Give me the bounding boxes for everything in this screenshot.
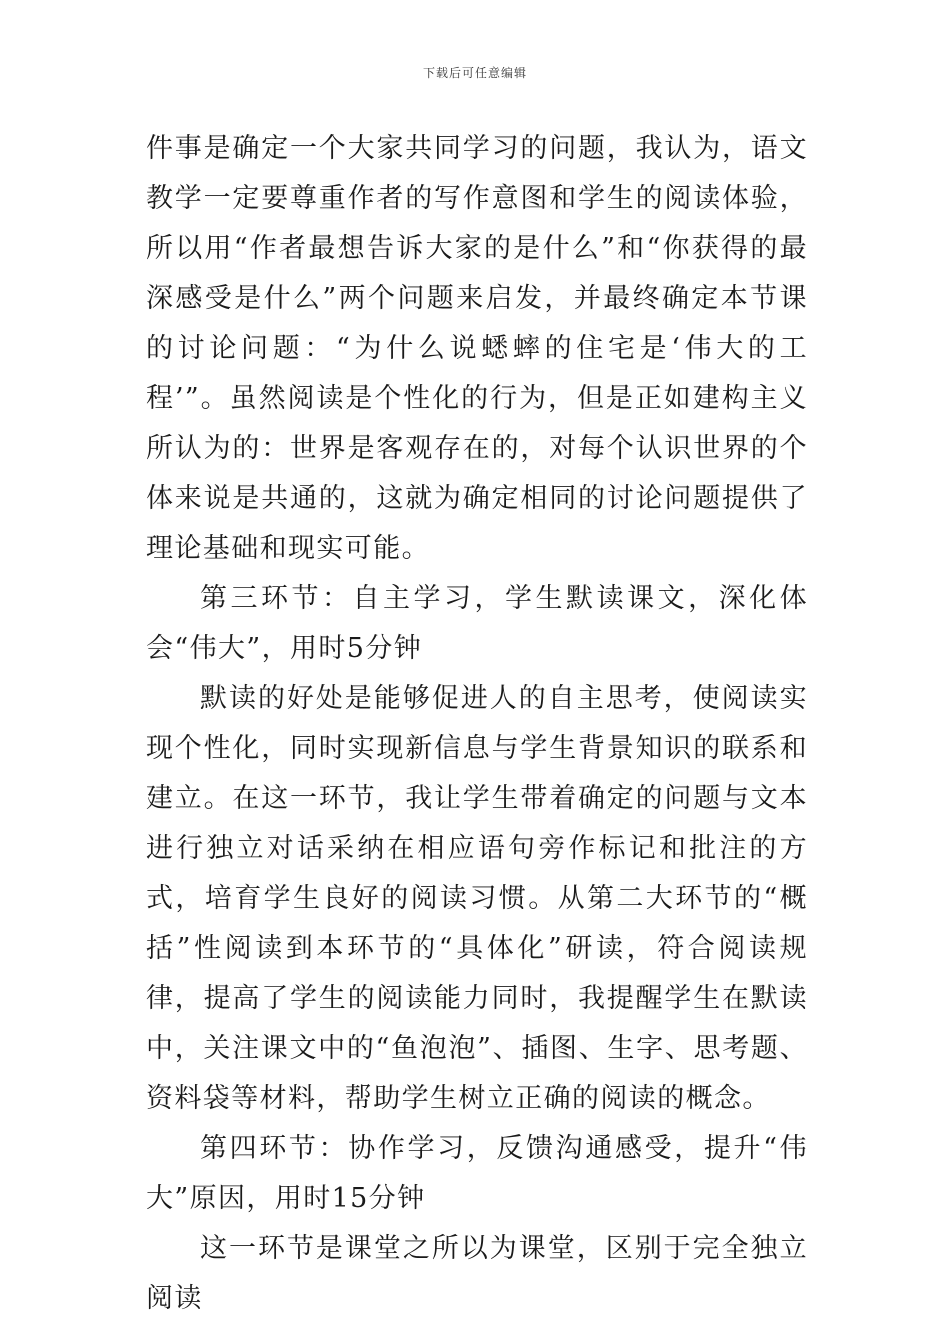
paragraph-3: 默读的好处是能够促进人的自主思考，使阅读实现个性化，同时实现新信息与学生背景知识的联系和建立。在这一环节，我让学生带着确定的问题与文本进行独立对话采纳在相应语句旁作标记和批注的方式，培育学生良好的阅读习惯。从第二大环节的“概括”性阅读到本环节的“具体化”研读，符合阅读规律，提高了学生的阅读能力同时，我提醒学生在默读中，关注课文中的“鱼泡泡”、插图、生字、思考题、资料袋等材料，帮助学生树立正确的阅读的概念。 xyxy=(146,683,808,1114)
paragraph-5: 这一环节是课堂之所以为课堂，区别于完全独立阅读 xyxy=(146,1233,808,1314)
page-header: 下载后可任意编辑 xyxy=(422,66,527,80)
paragraph-2-section-three-heading: 第三环节：自主学习，学生默读课文，深化体会“伟大”，用时5分钟 xyxy=(146,583,808,664)
paragraph-4-section-four-heading: 第四环节：协作学习，反馈沟通感受，提升“伟大”原因，用时15分钟 xyxy=(146,1133,808,1214)
paragraph-1: 件事是确定一个大家共同学习的问题，我认为，语文教学一定要尊重作者的写作意图和学生的阅读体验，所以用“作者最想告诉大家的是什么”和“你获得的最深感受是什么”两个问题来启发，并最终确定本节课的讨论问题：“为什么说蟋蟀的住宅是‘伟大的工程’”。虽然阅读是个性化的行为，但是正如建构主义所认为的：世界是客观存在的，对每个认识世界的个体来说是共通的，这就为确定相同的讨论问题提供了理论基础和现实可能。 xyxy=(146,133,808,564)
document-body xyxy=(146,124,808,1324)
